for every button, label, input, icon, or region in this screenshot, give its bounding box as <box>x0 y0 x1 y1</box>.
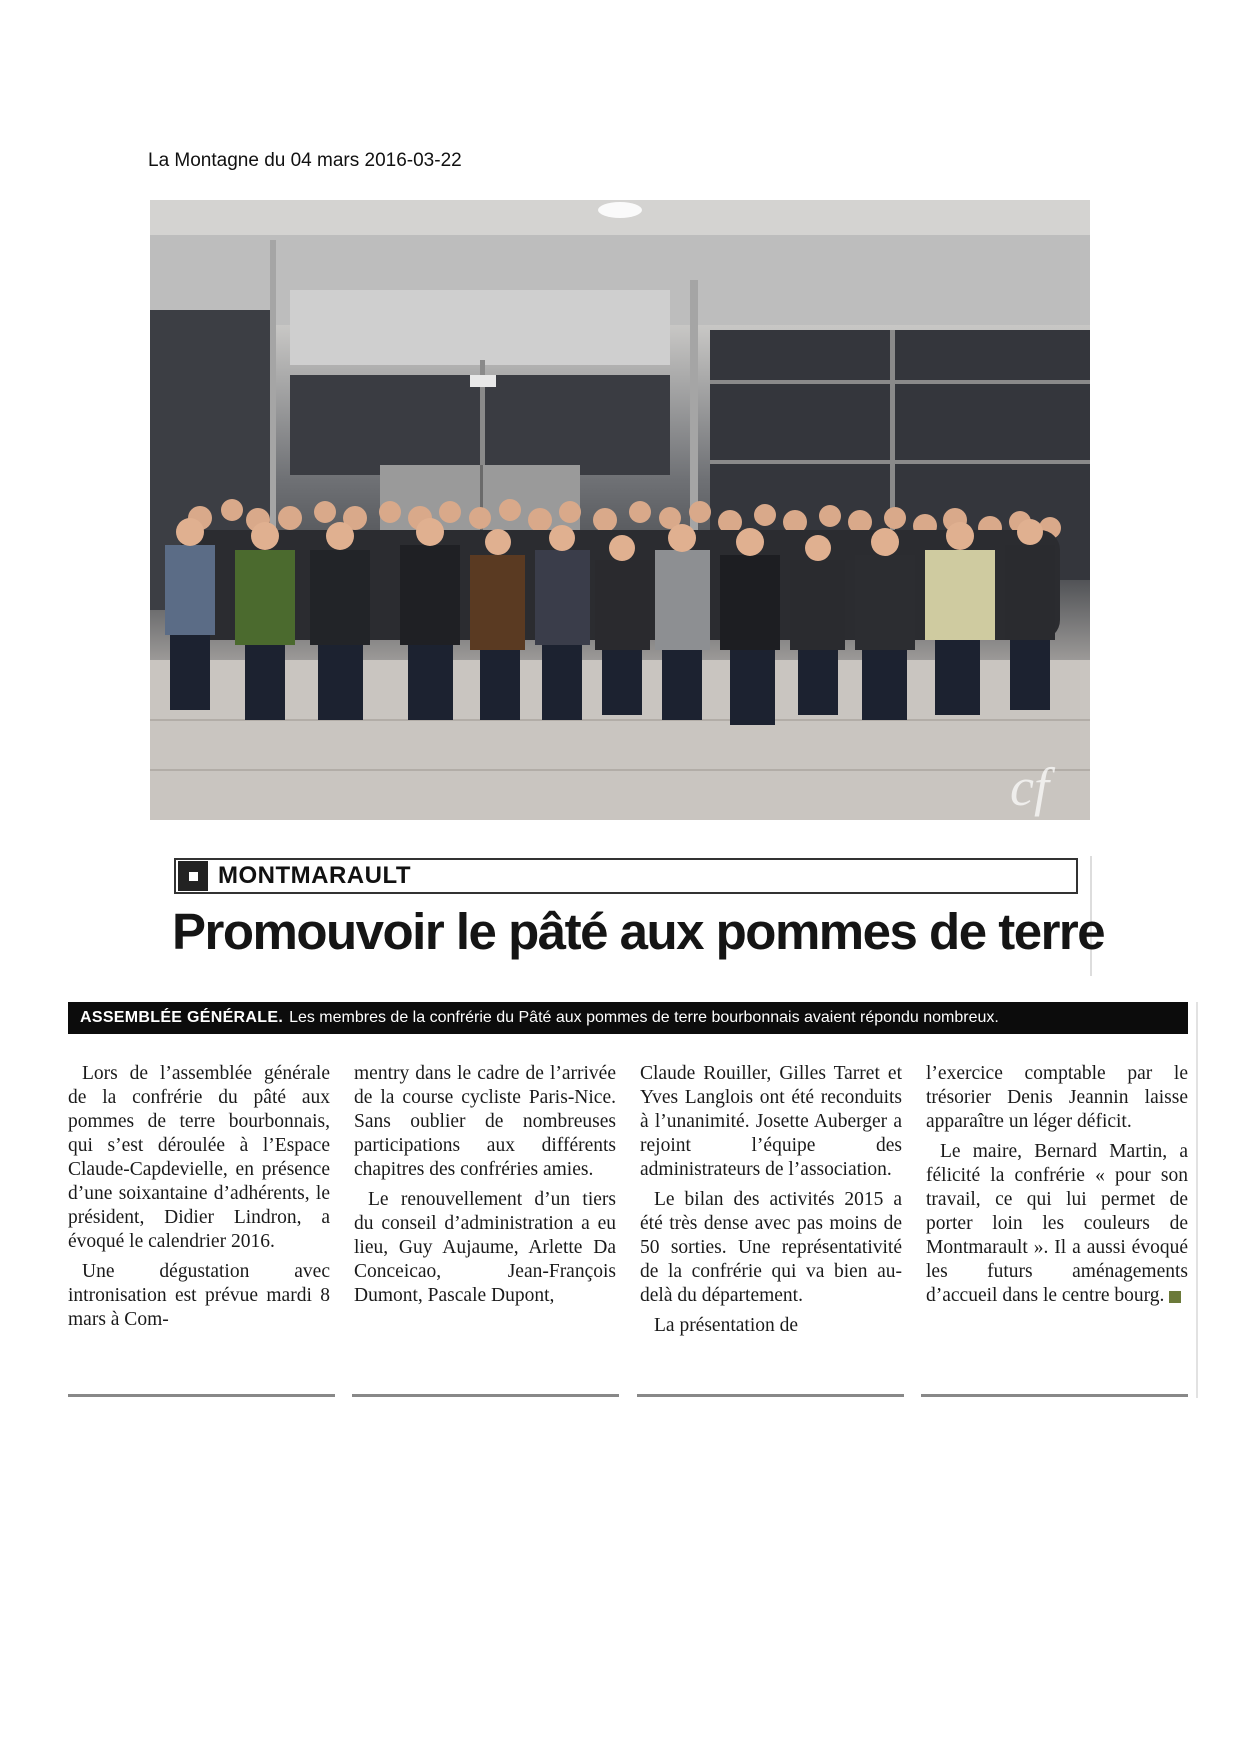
article-column-4 <box>926 1062 1188 1338</box>
paragraph: Le renouvellement d’un tiers du conseil d’administration a eu lieu, Guy Aujaume, Arlette Da Conceicao, Jean-François Dumont, Pascale Dupont, <box>354 1189 616 1306</box>
group-photo-illustration <box>150 200 1090 820</box>
section-banner <box>174 858 1078 894</box>
section-title: MONTMARAULT <box>218 862 412 889</box>
paragraph: l’exercice comptable par le trésorier Denis Jeannin laisse apparaître un léger déficit. <box>926 1063 1188 1132</box>
photo-caption-text: Les membres de la confrérie du Pâté aux pommes de terre bourbonnais avaient répondu nombreux. <box>289 1009 999 1026</box>
article-headline: Promouvoir le pâté aux pommes de terre <box>172 903 1105 960</box>
paragraph: Une dégustation avec intronisation est prévue mardi 8 mars à Com- <box>68 1261 330 1330</box>
article-column-1 <box>68 1062 330 1338</box>
group-photo <box>150 200 1090 820</box>
paragraph: Claude Rouiller, Gilles Tarret et Yves Langlois ont été reconduits à l’unanimité. Josette Auberger a rejoint l’équipe des administrateurs de l’association. <box>640 1063 902 1180</box>
source-caption: La Montagne du 04 mars 2016-03-22 <box>148 150 462 171</box>
paragraph <box>926 1140 1188 1308</box>
article-column-2 <box>354 1062 616 1338</box>
paragraph: mentry dans le cadre de l’arrivée de la course cycliste Paris-Nice. Sans oublier de nombreuses participations aux différents chapitres des confréries amies. <box>354 1063 616 1180</box>
section-square-icon <box>178 861 208 891</box>
end-mark-icon <box>1169 1291 1181 1303</box>
bottom-rule <box>68 1394 1188 1397</box>
article-body <box>68 1062 1188 1338</box>
paragraph: La présentation de <box>654 1315 799 1336</box>
divider <box>1196 1002 1198 1398</box>
paragraph: Le bilan des activités 2015 a été très dense avec pas moins de 50 sorties. Une représentativité de la confrérie qui va bien au-delà du département. <box>640 1189 902 1306</box>
paragraph: Lors de l’assemblée générale de la confrérie du pâté aux pommes de terre bourbonnais, qui s’est déroulée à l’Espace Claude-Capdevielle, en présence d’une soixantaine d’adhérents, le président, Didier Lindron, a évoqué le calendrier 2016. <box>68 1063 330 1252</box>
photo-watermark: cf <box>1010 757 1049 817</box>
paragraph-text: Le maire, Bernard Martin, a félicité la confrérie « pour son travail, ce qui lui permet de porter loin les couleurs de Montmarault ». Il a aussi évoqué les futurs aménagements d’accueil dans le centre bourg. <box>926 1141 1188 1306</box>
photo-caption-label: ASSEMBLÉE GÉNÉRALE. <box>80 1009 284 1026</box>
article-column-3 <box>640 1062 902 1338</box>
photo-caption <box>68 1002 1188 1034</box>
